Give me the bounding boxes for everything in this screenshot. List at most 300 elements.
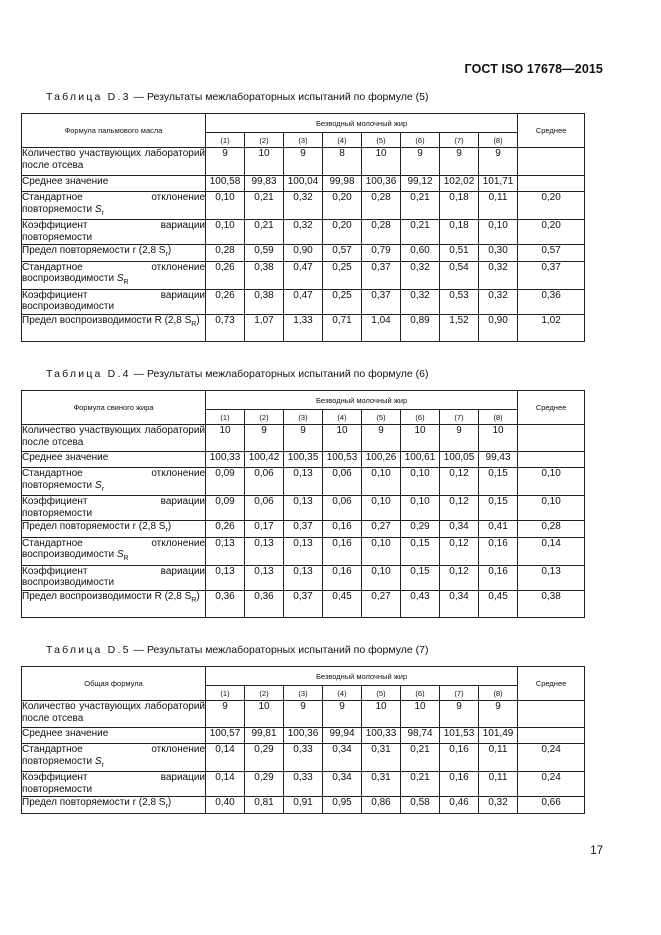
row-label <box>22 537 206 565</box>
row-label-tail: ) <box>167 245 172 256</box>
cell-value: 1,07 <box>245 314 284 341</box>
lab-number: (6) <box>401 686 440 701</box>
row-label-text: Стандартное отклонение повторяемости <box>22 192 205 215</box>
row-label-subscript: R <box>123 555 129 562</box>
cell-value: 0,10 <box>362 468 401 496</box>
cell-value: 0,06 <box>323 468 362 496</box>
row-label-text: Количество участвующих лабораторий после отсева <box>22 425 205 448</box>
cell-value: 0,36 <box>245 590 284 617</box>
cell-value: 0,91 <box>284 797 323 814</box>
cell-value: 0,16 <box>440 744 479 772</box>
row-label <box>22 728 206 744</box>
row-label-subscript: r <box>101 485 104 493</box>
cell-value: 0,32 <box>284 220 323 245</box>
formula-header: Общая формула <box>22 667 206 701</box>
group-header: Безводный молочный жир <box>206 114 518 133</box>
cell-value: 100,04 <box>284 176 323 192</box>
row-label-text: Предел воспроизводимости R (2,8 S <box>22 314 192 326</box>
cell-value: 0,31 <box>362 772 401 797</box>
row-label-symbol: S <box>94 479 102 491</box>
cell-value: 0,34 <box>323 744 362 772</box>
cell-value: 9 <box>284 425 323 452</box>
cell-value: 0,38 <box>245 289 284 314</box>
row-label <box>22 289 206 314</box>
lab-number: (3) <box>284 686 323 701</box>
row-label-text: Стандартное отклонение повторяемости <box>22 744 205 767</box>
cell-value: 0,13 <box>245 565 284 590</box>
row-label-text: Предел повторяемости r (2,8 S <box>22 521 166 532</box>
cell-value: 9 <box>479 148 518 176</box>
cell-value: 0,26 <box>206 289 245 314</box>
table-row <box>22 452 585 468</box>
cell-value: 10 <box>362 701 401 728</box>
row-label <box>22 176 206 192</box>
table-row <box>22 728 585 744</box>
table-caption <box>46 644 428 656</box>
row-label-text: Стандартное отклонение повторяемости <box>22 468 205 491</box>
cell-value: 0,25 <box>323 261 362 289</box>
cell-value: 1,33 <box>284 314 323 341</box>
cell-value: 0,10 <box>362 565 401 590</box>
cell-value: 9 <box>440 701 479 728</box>
cell-value: 0,20 <box>323 220 362 245</box>
table-row <box>22 537 585 565</box>
cell-value: 100,36 <box>362 176 401 192</box>
lab-number: (8) <box>479 410 518 425</box>
cell-value: 0,15 <box>479 496 518 521</box>
cell-value: 9 <box>206 701 245 728</box>
table-row <box>22 468 585 496</box>
cell-value: 0,25 <box>323 289 362 314</box>
cell-value: 100,26 <box>362 452 401 468</box>
table-caption-label: Таблица D.5 <box>46 644 131 656</box>
table-row <box>22 496 585 521</box>
cell-value: 0,12 <box>440 468 479 496</box>
row-label <box>22 565 206 590</box>
row-label-text: Коэффициент вариации повторяемости <box>22 772 205 795</box>
cell-mean <box>518 452 585 468</box>
cell-value: 0,32 <box>479 261 518 289</box>
document-code: ГОСТ ISO 17678—2015 <box>464 62 603 76</box>
cell-mean: 0,13 <box>518 565 585 590</box>
cell-value: 10 <box>245 701 284 728</box>
row-label <box>22 192 206 220</box>
row-label <box>22 468 206 496</box>
cell-value: 0,13 <box>284 537 323 565</box>
row-label <box>22 261 206 289</box>
lab-number: (6) <box>401 410 440 425</box>
cell-value: 100,61 <box>401 452 440 468</box>
cell-value: 0,79 <box>362 245 401 262</box>
cell-value: 0,10 <box>362 537 401 565</box>
row-label <box>22 797 206 814</box>
cell-value: 10 <box>245 148 284 176</box>
cell-mean: 0,38 <box>518 590 585 617</box>
cell-value: 10 <box>401 425 440 452</box>
cell-value: 0,51 <box>440 245 479 262</box>
cell-value: 1,04 <box>362 314 401 341</box>
cell-value: 100,35 <box>284 452 323 468</box>
cell-value: 0,10 <box>479 220 518 245</box>
row-label-text: Коэффициент вариации повторяемости <box>22 220 205 243</box>
row-label-text: Предел повторяемости r (2,8 S <box>22 797 166 808</box>
cell-value: 100,53 <box>323 452 362 468</box>
row-label-text: Среднее значение <box>22 728 109 739</box>
cell-value: 0,14 <box>206 744 245 772</box>
table-row <box>22 245 585 262</box>
cell-value: 0,10 <box>401 496 440 521</box>
row-label-subscript: r <box>165 803 168 810</box>
row-label <box>22 744 206 772</box>
cell-mean: 0,66 <box>518 797 585 814</box>
lab-number: (5) <box>362 133 401 148</box>
cell-value: 0,15 <box>401 537 440 565</box>
cell-value: 0,26 <box>206 261 245 289</box>
cell-mean: 0,36 <box>518 289 585 314</box>
cell-value: 0,29 <box>401 521 440 538</box>
cell-value: 10 <box>479 425 518 452</box>
cell-value: 8 <box>323 148 362 176</box>
cell-mean <box>518 425 585 452</box>
row-label-symbol: S <box>116 549 124 560</box>
cell-value: 0,33 <box>284 744 323 772</box>
table-row <box>22 192 585 220</box>
cell-value: 0,32 <box>401 261 440 289</box>
cell-value: 0,10 <box>362 496 401 521</box>
row-label-text: Предел воспроизводимости R (2,8 S <box>22 590 192 602</box>
row-label <box>22 220 206 245</box>
cell-value: 0,43 <box>401 590 440 617</box>
cell-value: 0,45 <box>323 590 362 617</box>
cell-value: 10 <box>323 425 362 452</box>
cell-value: 0,29 <box>245 772 284 797</box>
table-caption-text: — Результаты межлабораторных испытаний по формуле (7) <box>130 644 429 656</box>
row-label-text: Количество участвующих лабораторий после отсева <box>22 701 205 724</box>
cell-value: 9 <box>440 425 479 452</box>
table-row <box>22 565 585 590</box>
mean-header: Среднее <box>518 391 585 425</box>
row-label-subscript: r <box>165 527 168 534</box>
row-label-tail: ) <box>167 797 172 808</box>
cell-value: 9 <box>206 148 245 176</box>
table-caption <box>46 91 428 103</box>
row-label <box>22 425 206 452</box>
cell-value: 0,21 <box>401 192 440 220</box>
cell-mean: 0,20 <box>518 192 585 220</box>
cell-value: 0,30 <box>479 245 518 262</box>
cell-value: 0,34 <box>440 521 479 538</box>
row-label-text: Предел повторяемости r (2,8 S <box>22 245 166 256</box>
lab-number: (1) <box>206 686 245 701</box>
row-label-text: Среднее значение <box>22 452 109 463</box>
row-label-text: Стандартное отклонение воспроизводимости <box>22 537 205 560</box>
cell-value: 0,57 <box>323 245 362 262</box>
table-row <box>22 261 585 289</box>
cell-value: 1,52 <box>440 314 479 341</box>
row-label-symbol: S <box>94 203 102 215</box>
cell-value: 0,21 <box>401 744 440 772</box>
cell-mean: 1,02 <box>518 314 585 341</box>
cell-value: 10 <box>401 701 440 728</box>
table-caption-label: Таблица D.4 <box>46 368 131 380</box>
cell-value: 0,06 <box>323 496 362 521</box>
cell-value: 0,34 <box>440 590 479 617</box>
row-label-text: Коэффициент вариации повторяемости <box>22 496 205 519</box>
header-row <box>22 391 585 410</box>
cell-value: 0,26 <box>206 521 245 538</box>
cell-value: 0,06 <box>245 496 284 521</box>
row-label <box>22 148 206 176</box>
lab-number: (1) <box>206 410 245 425</box>
table-row <box>22 521 585 538</box>
cell-value: 0,28 <box>206 245 245 262</box>
cell-value: 0,28 <box>362 220 401 245</box>
cell-value: 0,13 <box>284 468 323 496</box>
cell-value: 0,13 <box>245 537 284 565</box>
row-label <box>22 521 206 538</box>
cell-value: 0,47 <box>284 261 323 289</box>
cell-value: 0,59 <box>245 245 284 262</box>
cell-value: 0,12 <box>440 565 479 590</box>
cell-value: 0,53 <box>440 289 479 314</box>
row-label-symbol: S <box>94 755 102 767</box>
cell-value: 0,31 <box>362 744 401 772</box>
cell-value: 0,28 <box>362 192 401 220</box>
cell-value: 0,21 <box>401 220 440 245</box>
cell-value: 0,12 <box>440 537 479 565</box>
lab-number: (3) <box>284 410 323 425</box>
cell-mean <box>518 701 585 728</box>
lab-number: (7) <box>440 133 479 148</box>
cell-value: 0,15 <box>479 468 518 496</box>
row-label-text: Количество участвующих лабораторий после отсева <box>22 148 205 171</box>
row-label <box>22 452 206 468</box>
row-label-tail: ) <box>196 590 200 602</box>
lab-number: (8) <box>479 686 518 701</box>
cell-mean <box>518 176 585 192</box>
cell-value: 0,38 <box>245 261 284 289</box>
cell-value: 9 <box>401 148 440 176</box>
row-label-tail: ) <box>167 521 172 532</box>
cell-value: 0,45 <box>479 590 518 617</box>
table-row <box>22 590 585 617</box>
cell-value: 9 <box>245 425 284 452</box>
lab-number: (7) <box>440 686 479 701</box>
cell-value: 99,98 <box>323 176 362 192</box>
table-caption-text: — Результаты межлабораторных испытаний по формуле (6) <box>130 368 429 380</box>
formula-header: Формула пальмового масла <box>22 114 206 148</box>
cell-value: 99,12 <box>401 176 440 192</box>
table-row <box>22 220 585 245</box>
cell-value: 100,36 <box>284 728 323 744</box>
cell-mean: 0,24 <box>518 744 585 772</box>
cell-value: 0,27 <box>362 521 401 538</box>
cell-value: 0,32 <box>401 289 440 314</box>
cell-value: 0,41 <box>479 521 518 538</box>
cell-value: 0,16 <box>479 565 518 590</box>
cell-value: 0,21 <box>401 772 440 797</box>
mean-header: Среднее <box>518 114 585 148</box>
cell-value: 0,16 <box>323 565 362 590</box>
cell-value: 101,49 <box>479 728 518 744</box>
cell-value: 0,36 <box>206 590 245 617</box>
cell-value: 0,37 <box>362 289 401 314</box>
cell-value: 100,05 <box>440 452 479 468</box>
row-label-subscript: r <box>101 761 104 769</box>
cell-value: 0,14 <box>206 772 245 797</box>
table-row <box>22 701 585 728</box>
table-caption-text: — Результаты межлабораторных испытаний по формуле (5) <box>130 91 429 103</box>
lab-number: (3) <box>284 133 323 148</box>
cell-mean <box>518 728 585 744</box>
cell-value: 0,06 <box>245 468 284 496</box>
cell-value: 0,89 <box>401 314 440 341</box>
cell-value: 0,73 <box>206 314 245 341</box>
cell-value: 0,13 <box>206 565 245 590</box>
row-label-subscript: R <box>123 279 129 286</box>
cell-value: 9 <box>323 701 362 728</box>
cell-value: 101,53 <box>440 728 479 744</box>
table-row <box>22 425 585 452</box>
cell-value: 0,20 <box>323 192 362 220</box>
row-label-subscript: R <box>191 320 197 328</box>
cell-value: 100,42 <box>245 452 284 468</box>
cell-value: 0,16 <box>323 521 362 538</box>
cell-mean: 0,14 <box>518 537 585 565</box>
cell-value: 0,11 <box>479 772 518 797</box>
cell-value: 0,16 <box>323 537 362 565</box>
table-caption-label: Таблица D.3 <box>46 91 131 103</box>
header-row <box>22 667 585 686</box>
group-header: Безводный молочный жир <box>206 391 518 410</box>
cell-value: 0,60 <box>401 245 440 262</box>
lab-number: (5) <box>362 686 401 701</box>
lab-number: (1) <box>206 133 245 148</box>
cell-value: 100,33 <box>362 728 401 744</box>
cell-value: 0,21 <box>245 192 284 220</box>
cell-value: 9 <box>284 148 323 176</box>
lab-number: (7) <box>440 410 479 425</box>
cell-value: 99,81 <box>245 728 284 744</box>
row-label <box>22 314 206 341</box>
table-row <box>22 314 585 341</box>
cell-value: 0,18 <box>440 220 479 245</box>
cell-value: 0,33 <box>284 772 323 797</box>
cell-value: 0,90 <box>284 245 323 262</box>
cell-value: 0,58 <box>401 797 440 814</box>
lab-number: (4) <box>323 410 362 425</box>
cell-value: 101,71 <box>479 176 518 192</box>
cell-value: 0,11 <box>479 192 518 220</box>
cell-value: 0,47 <box>284 289 323 314</box>
row-label-text: Коэффициент вариации воспроизводимости <box>22 289 205 312</box>
mean-header: Среднее <box>518 667 585 701</box>
cell-value: 0,34 <box>323 772 362 797</box>
cell-value: 99,43 <box>479 452 518 468</box>
row-label-subscript: r <box>165 251 168 258</box>
cell-value: 98,74 <box>401 728 440 744</box>
cell-value: 0,13 <box>284 565 323 590</box>
header-row <box>22 114 585 133</box>
formula-header: Формула свиного жира <box>22 391 206 425</box>
row-label-subscript: R <box>191 596 197 604</box>
cell-mean: 0,20 <box>518 220 585 245</box>
cell-value: 0,17 <box>245 521 284 538</box>
cell-value: 0,95 <box>323 797 362 814</box>
results-table <box>21 113 585 342</box>
cell-value: 10 <box>362 148 401 176</box>
lab-number: (2) <box>245 410 284 425</box>
row-label <box>22 496 206 521</box>
row-label-symbol: S <box>116 273 124 284</box>
cell-value: 0,18 <box>440 192 479 220</box>
lab-number: (6) <box>401 133 440 148</box>
cell-value: 0,12 <box>440 496 479 521</box>
table-row <box>22 744 585 772</box>
cell-value: 0,37 <box>284 521 323 538</box>
results-table <box>21 666 585 814</box>
cell-value: 0,81 <box>245 797 284 814</box>
cell-value: 0,37 <box>362 261 401 289</box>
cell-mean: 0,28 <box>518 521 585 538</box>
cell-value: 0,27 <box>362 590 401 617</box>
row-label-subscript: r <box>101 209 104 217</box>
cell-value: 102,02 <box>440 176 479 192</box>
cell-mean <box>518 148 585 176</box>
cell-value: 100,57 <box>206 728 245 744</box>
cell-value: 0,21 <box>245 220 284 245</box>
cell-value: 0,32 <box>479 289 518 314</box>
cell-value: 9 <box>440 148 479 176</box>
cell-value: 100,33 <box>206 452 245 468</box>
row-label <box>22 701 206 728</box>
table-row <box>22 176 585 192</box>
cell-value: 0,13 <box>206 537 245 565</box>
row-label <box>22 590 206 617</box>
cell-value: 0,90 <box>479 314 518 341</box>
cell-value: 0,09 <box>206 496 245 521</box>
cell-value: 0,37 <box>284 590 323 617</box>
row-label <box>22 772 206 797</box>
cell-value: 100,58 <box>206 176 245 192</box>
page-number: 17 <box>590 845 603 857</box>
lab-number: (8) <box>479 133 518 148</box>
cell-mean: 0,10 <box>518 468 585 496</box>
cell-value: 99,83 <box>245 176 284 192</box>
cell-value: 0,40 <box>206 797 245 814</box>
table-row <box>22 289 585 314</box>
row-label-text: Коэффициент вариации воспроизводимости <box>22 565 205 588</box>
cell-value: 9 <box>284 701 323 728</box>
cell-value: 0,16 <box>479 537 518 565</box>
row-label <box>22 245 206 262</box>
table-caption <box>46 368 428 380</box>
lab-number: (2) <box>245 686 284 701</box>
cell-value: 0,29 <box>245 744 284 772</box>
results-table <box>21 390 585 618</box>
cell-value: 10 <box>206 425 245 452</box>
cell-value: 0,09 <box>206 468 245 496</box>
cell-value: 0,32 <box>284 192 323 220</box>
cell-value: 0,10 <box>206 220 245 245</box>
cell-value: 0,10 <box>206 192 245 220</box>
cell-value: 9 <box>479 701 518 728</box>
table-row <box>22 772 585 797</box>
row-label-text: Среднее значение <box>22 176 109 187</box>
cell-value: 0,54 <box>440 261 479 289</box>
cell-value: 0,32 <box>479 797 518 814</box>
cell-value: 0,15 <box>401 565 440 590</box>
